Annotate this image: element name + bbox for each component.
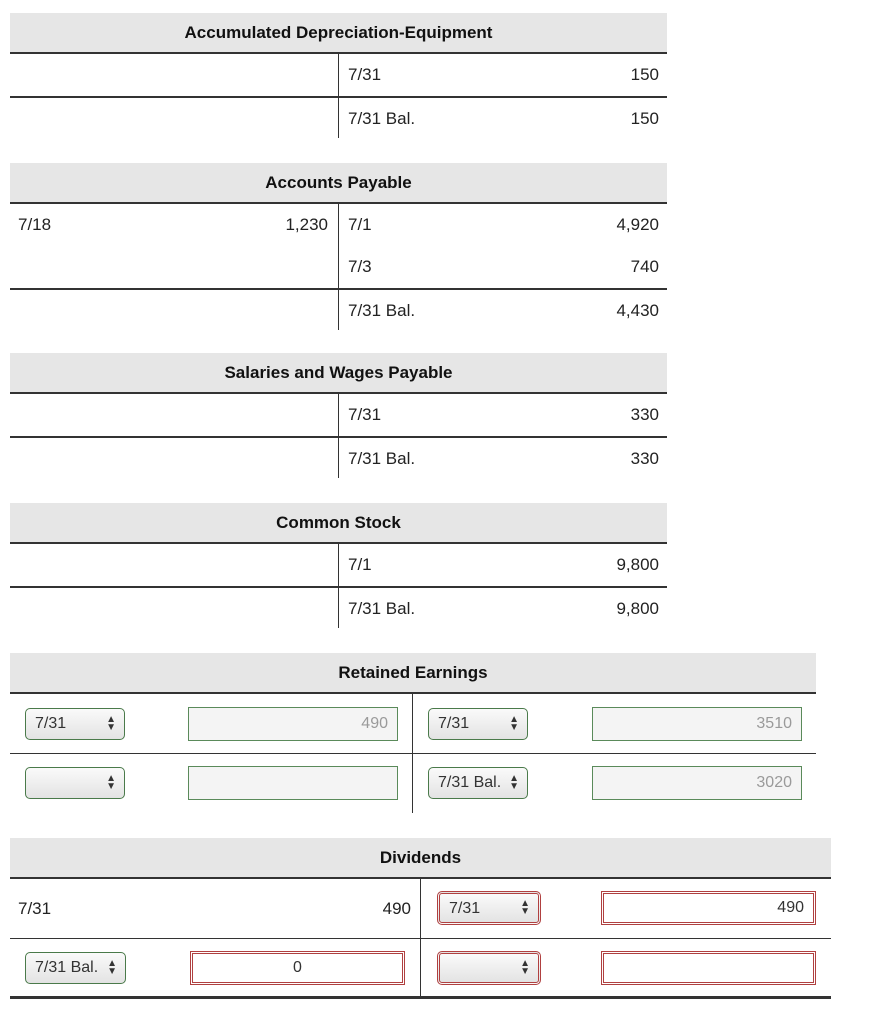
- updown-arrows-icon: ▲ ▼: [509, 773, 519, 792]
- credit-date: 7/31 Bal.: [348, 301, 416, 320]
- credit-amount: 9,800: [616, 599, 659, 618]
- credit-date-select[interactable]: [428, 767, 528, 799]
- updown-arrows-icon: ▲ ▼: [106, 773, 116, 792]
- selected-value: 7/31: [438, 715, 470, 732]
- account-title: Retained Earnings: [10, 653, 816, 694]
- credit-date: 7/31: [348, 65, 382, 84]
- debit-date-select[interactable]: [25, 952, 126, 984]
- t-account-salaries-payable: [10, 353, 667, 478]
- debit-date-select[interactable]: [25, 767, 125, 799]
- credit-amount: 4,920: [616, 215, 659, 234]
- ledger-row: [10, 246, 667, 288]
- ledger-row: [10, 394, 667, 436]
- credit-amount-input[interactable]: 3020: [592, 766, 802, 800]
- updown-arrows-icon: ▲ ▼: [107, 958, 117, 977]
- t-account-retained-earnings: [10, 653, 816, 813]
- credit-date: 7/31 Bal.: [348, 109, 416, 128]
- credit-amount: 150: [630, 65, 659, 84]
- ledger-row: [10, 288, 667, 330]
- t-account-common-stock: [10, 503, 667, 628]
- selected-value: 7/31: [35, 715, 67, 732]
- credit-amount: 150: [630, 109, 659, 128]
- selected-value: 7/31: [449, 900, 481, 917]
- debit-amount-input[interactable]: 0: [190, 951, 405, 985]
- credit-amount: 330: [630, 449, 659, 468]
- ledger-row: [10, 694, 816, 753]
- credit-date: 7/3: [348, 257, 372, 276]
- credit-date-select[interactable]: [437, 951, 541, 985]
- account-title: Accumulated Depreciation-Equipment: [10, 13, 667, 54]
- credit-date: 7/31 Bal.: [348, 449, 416, 468]
- selected-value: 7/31 Bal.: [35, 959, 99, 976]
- credit-date-select[interactable]: [437, 891, 541, 925]
- credit-amount-input[interactable]: 490: [601, 891, 816, 925]
- credit-amount-input[interactable]: 3510: [592, 707, 802, 741]
- ledger-row: [10, 204, 667, 246]
- debit-amount-input[interactable]: [188, 766, 398, 800]
- credit-amount: 9,800: [616, 555, 659, 574]
- credit-amount: 330: [630, 405, 659, 424]
- credit-date-select[interactable]: [428, 708, 528, 740]
- t-account-accounts-payable: [10, 163, 667, 330]
- credit-date: 7/31: [348, 405, 382, 424]
- debit-amount: 490: [382, 899, 411, 918]
- ledger-row: [10, 544, 667, 586]
- account-title: Common Stock: [10, 503, 667, 544]
- credit-date: 7/31 Bal.: [348, 599, 416, 618]
- updown-arrows-icon: ▲ ▼: [509, 714, 519, 733]
- ledger-row: [10, 436, 667, 478]
- ledger-row: [10, 96, 667, 138]
- credit-amount: 4,430: [616, 301, 659, 320]
- credit-date: 7/1: [348, 215, 372, 234]
- updown-arrows-icon: ▲ ▼: [520, 958, 530, 977]
- debit-date-select[interactable]: [25, 708, 125, 740]
- debit-amount-input[interactable]: 490: [188, 707, 398, 741]
- t-account-dividends: [10, 838, 831, 999]
- updown-arrows-icon: ▲ ▼: [520, 898, 530, 917]
- ledger-row: [10, 938, 831, 999]
- debit-amount: 1,230: [285, 215, 328, 234]
- credit-date: 7/1: [348, 555, 372, 574]
- credit-amount-input[interactable]: [601, 951, 816, 985]
- ledger-row: [10, 54, 667, 96]
- debit-date: 7/18: [18, 215, 52, 234]
- selected-value: 7/31 Bal.: [438, 774, 502, 791]
- account-title: Accounts Payable: [10, 163, 667, 204]
- ledger-row: [10, 753, 816, 813]
- ledger-row: [10, 879, 831, 938]
- account-title: Salaries and Wages Payable: [10, 353, 667, 394]
- account-title: Dividends: [10, 838, 831, 879]
- debit-date: 7/31: [18, 899, 52, 918]
- ledger-row: [10, 586, 667, 628]
- updown-arrows-icon: ▲ ▼: [106, 714, 116, 733]
- t-account-accum-dep: [10, 13, 667, 138]
- credit-amount: 740: [630, 257, 659, 276]
